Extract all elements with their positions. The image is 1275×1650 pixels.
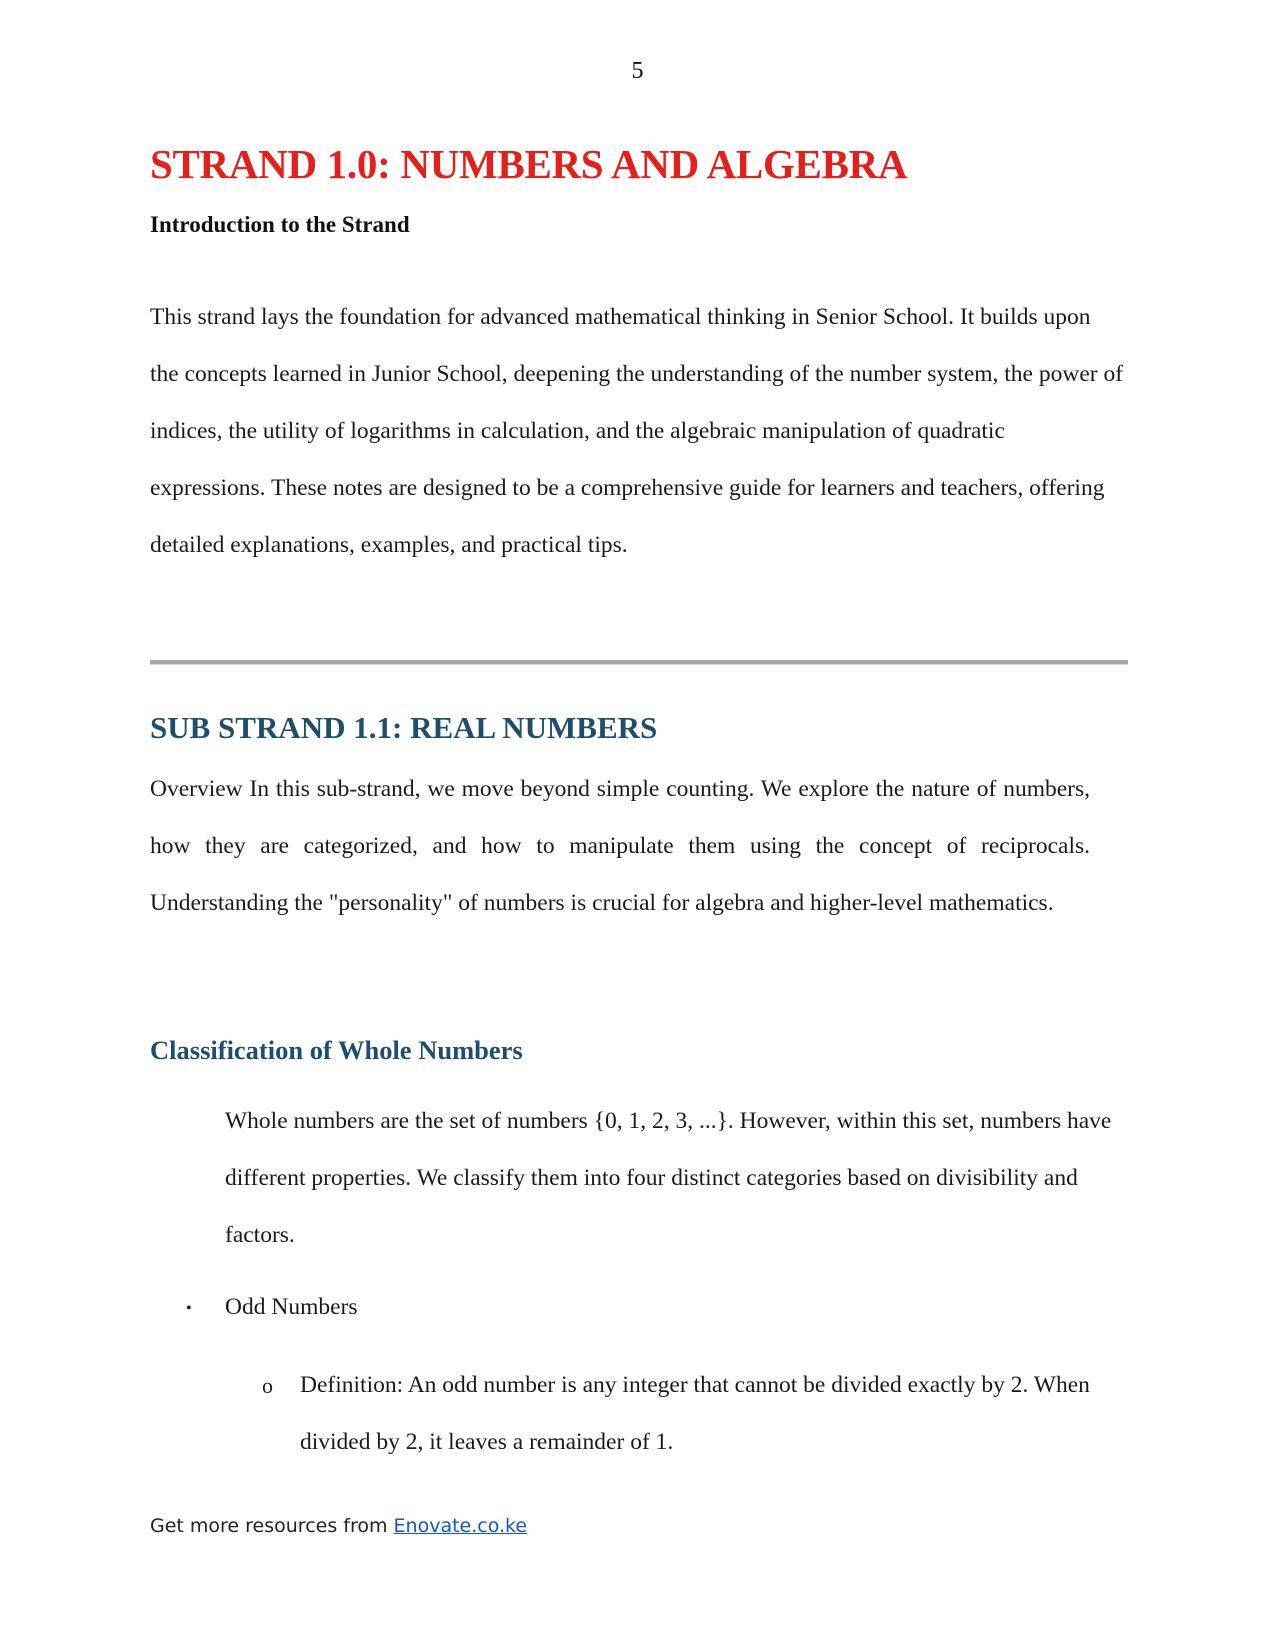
section-heading: Classification of Whole Numbers [150,1035,523,1065]
page-number: 5 [631,58,644,84]
intro-heading: Introduction to the Strand [150,212,410,237]
sub-bullet-marker: o [262,1373,273,1398]
bullet-marker: • [186,1299,192,1317]
intro-paragraph: This strand lays the foundation for advanced mathematical thinking in Senior School. It builds upon the concepts learned in Junior School, deepening the understanding of the number system, the power of indices, the utility of logarithms in calculation, and the algebraic manipulation of quadratic expressions. These notes are designed to be a comprehensive guide for learners and teachers, offering detailed explanations, examples, and practical tips. [150,304,1124,558]
list-item-odd-numbers [186,1294,1086,1321]
section-divider [150,660,1128,665]
sub-list-item-definition [262,1357,1102,1471]
footer-prefix: Get more resources from [150,1515,394,1537]
footer [150,1515,527,1537]
footer-link[interactable]: Enovate.co.ke [393,1515,528,1537]
substrand-title: SUB STRAND 1.1: REAL NUMBERS [150,710,658,745]
strand-title: STRAND 1.0: NUMBERS AND ALGEBRA [150,141,908,187]
bullet-label: Odd Numbers [225,1294,358,1320]
whole-numbers-paragraph: Whole numbers are the set of numbers {0, 1, 2, 3, ...}. However, within this set, numbers have different properties. We classify them into four distinct categories based on divisibility and factors. [225,1108,1112,1248]
overview-paragraph: Overview In this sub-strand, we move beyond simple counting. We explore the nature of numbers, how they are categorized, and how to manipulate them using the concept of reciprocals. Understanding the "personality" of numbers is crucial for algebra and higher-level mathematics. [150,776,1090,916]
definition-text: Definition: An odd number is any integer that cannot be divided exactly by 2. When divided by 2, it leaves a remainder of 1. [300,1372,1090,1455]
